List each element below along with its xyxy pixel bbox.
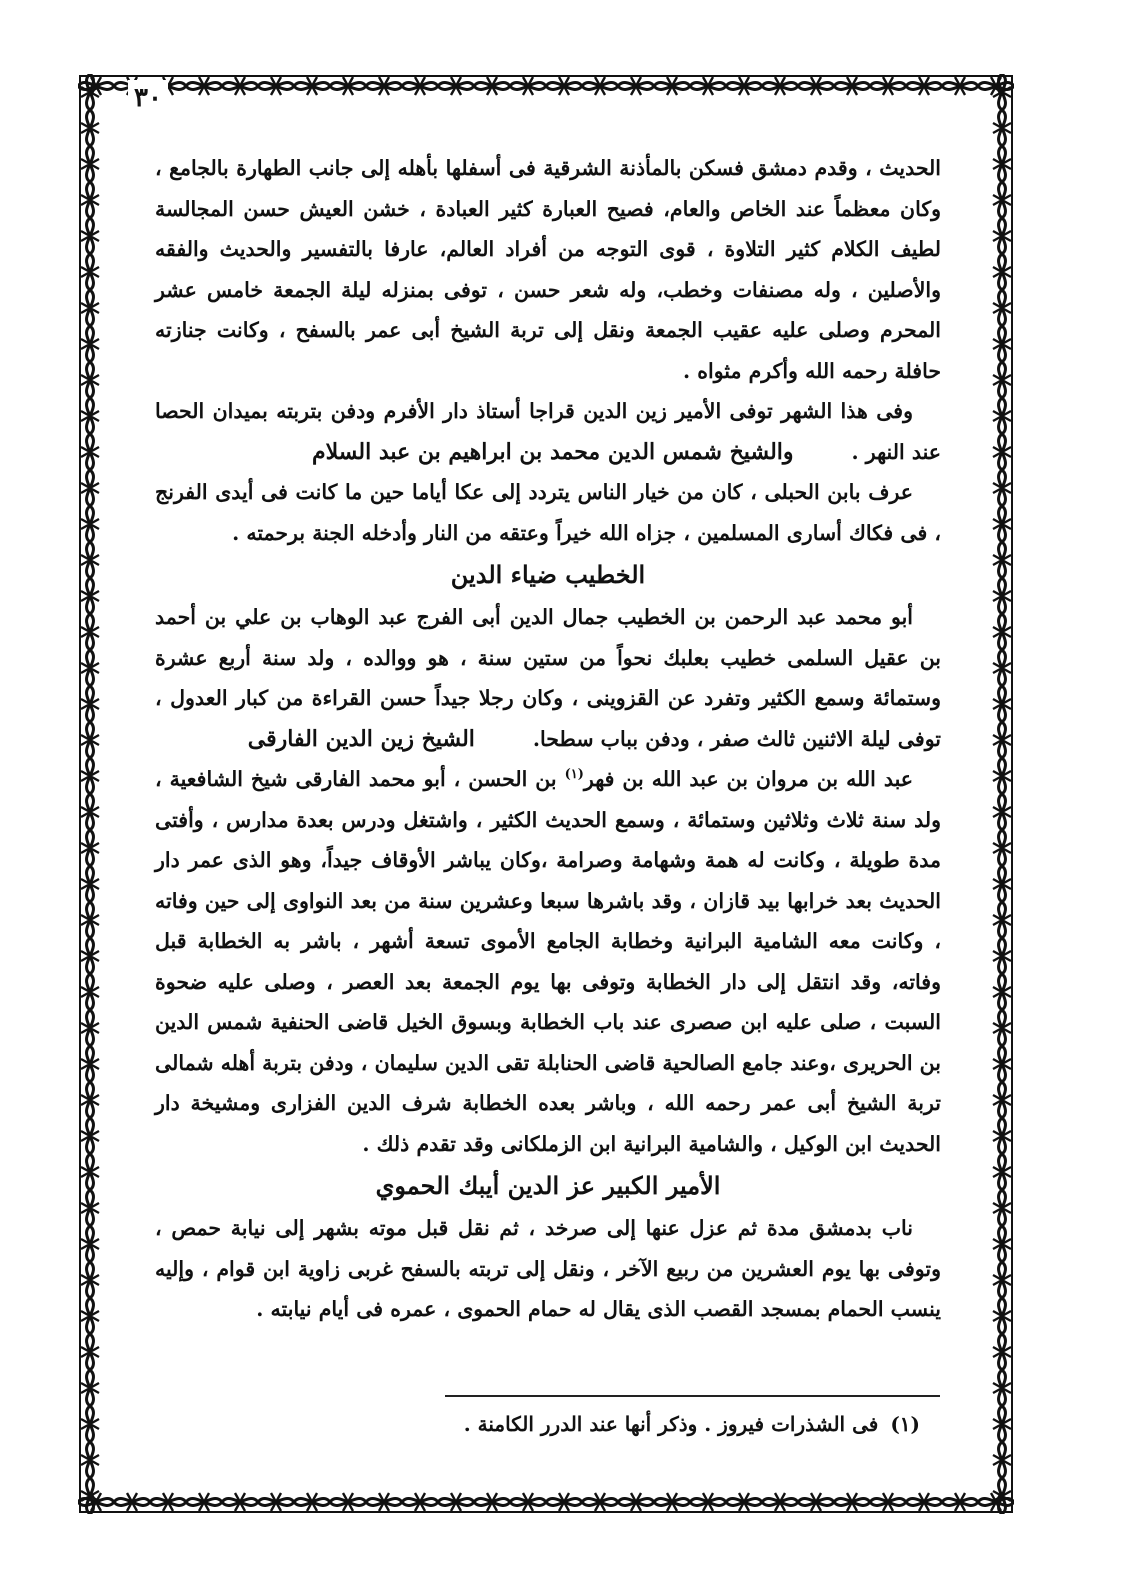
inline-heading-shams-aldin: والشيخ شمس الدين محمد بن ابراهيم بن عبد السلام [312, 438, 794, 465]
footnote-reference[interactable]: (١) [564, 767, 584, 783]
paragraph-biography-end: الحديث ، وقدم دمشق فسكن بالمأذنة الشرقية فى أسفلها بأهله إلى جانب الطهارة بالجامع ، وكان معظماً عند الخاص والعام، فصيح العبارة كثير العبادة ، خشن العيش حسن المجالسة لطيف الكلام كثير التلاوة ، قوى التوجه من أفراد العالم، عارفا بالتفسير والحديث والفقه والأصلين ، وله مصنفات وخطب، وله شعر حسن ، توفى بمنزله ليلة الجمعة خامس عشر المحرم وصلى عليه عقيب الجمعة ونقل إلى تربة الشيخ أبى عمر بالسفح ، وكانت جنازته حافلة رحمه الله وأكرم مثواه . [155, 156, 941, 383]
paragraph-zayn-aldin-name: عبد الله بن مروان بن عبد الله بن فهر [583, 767, 914, 791]
paragraph-diya-aldin-text: أبو محمد عبد الرحمن بن الخطيب جمال الدين أبى الفرج عبد الوهاب بن علي بن أحمد بن عقيل السلمى خطيب بعلبك نحواً من ستين سنة ، هو ووالده ، ولد سنة أربع عشرة وستمائة وسمع الكثير وتفرد عن القزوينى ، وكان رجلا جيداً حسن القراءة من كبار العدول ، توفى ليلة الاثنين ثالث صفر ، ودفن بباب سطحا. [155, 605, 941, 751]
paragraph-zayn-aldin [155, 759, 941, 1164]
paragraph-diya-aldin [155, 597, 941, 759]
footnote-marker: (١) [890, 1412, 920, 1436]
footnote-text: فى الشذرات فيروز . وذكر أنها عند الدرر الكامنة . [463, 1412, 879, 1436]
page-number: ٣٠ [128, 80, 168, 116]
footnote-divider [445, 1395, 940, 1397]
paragraph-zayn-aldin-text: بن الحسن ، أبو محمد الفارقى شيخ الشافعية ، ولد سنة ثلاث وثلاثين وستمائة ، وسمع الحديث الكثير ، واشتغل ودرس بعدة مدارس ، وأفتى مدة طويلة ، وكانت له همة وشهامة وصرامة ،وكان يباشر الأوقاف جيداً، وهو الذى عمر دار الحديث بعد خرابها بيد قازان ، وقد باشرها سبعا وعشرين سنة من بعد النواوى إلى حين وفاته ، وكانت معه الشامية البرانية وخطابة الجامع الأموى تسعة أشهر ، باشر به الخطابة قبل وفاته، وقد انتقل إلى دار الخطابة وتوفى بها يوم الجمعة بعد العصر ، وصلى عليه ضحوة السبت ، صلى عليه ابن صصرى عند باب الخطابة وبسوق الخيل قاضى الحنفية شمس الدين بن الحريرى ،وعند جامع الصالحية قاضى الحنابلة تقى الدين سليمان ، ودفن بتربة أهله شمالى تربة الشيخ أبى عمر رحمه الله ، وباشر بعده الخطابة شرف الدين الفزارى ومشيخة دار الحديث ابن الوكيل ، والشامية البرانية ابن الزملكانى وقد تقدم ذلك . [155, 767, 941, 1156]
paragraph-ibn-alhubli: عرف بابن الحبلى ، كان من خيار الناس يتردد إلى عكا أياما حين ما كانت فى أيدى الفرنج ، فى فكاك أسارى المسلمين ، جزاه الله خيراً وعتقه من النار وأدخله الجنة برحمته . [155, 480, 941, 545]
inline-heading-zayn-aldin: الشيخ زين الدين الفارقى [247, 725, 475, 752]
section-heading-aybak: الأمير الكبير عز الدين أيبك الحموي [375, 1171, 721, 1200]
paragraph-qaraja-text: وفى هذا الشهر توفى الأمير زين الدين قراجا أستاذ دار الأفرم ودفن بتربته بميدان الحصا عند النهر . [155, 399, 941, 464]
paragraph-qaraja [155, 391, 941, 472]
paragraph-aybak: ناب بدمشق مدة ثم عزل عنها إلى صرخد ، ثم نقل قبل موته بشهر إلى نيابة حمص ، وتوفى بها يوم العشرين من ربيع الآخر ، ونقل إلى تربته بالسفح غربى زاوية ابن قوام ، وإليه ينسب الحمام بمسجد القصب الذى يقال له حمام الحموى ، عمره فى أيام نيابته . [155, 1216, 941, 1321]
footnote [400, 1404, 920, 1444]
page-body [155, 148, 941, 1438]
section-heading-diya-aldin: الخطيب ضياء الدين [450, 560, 646, 589]
